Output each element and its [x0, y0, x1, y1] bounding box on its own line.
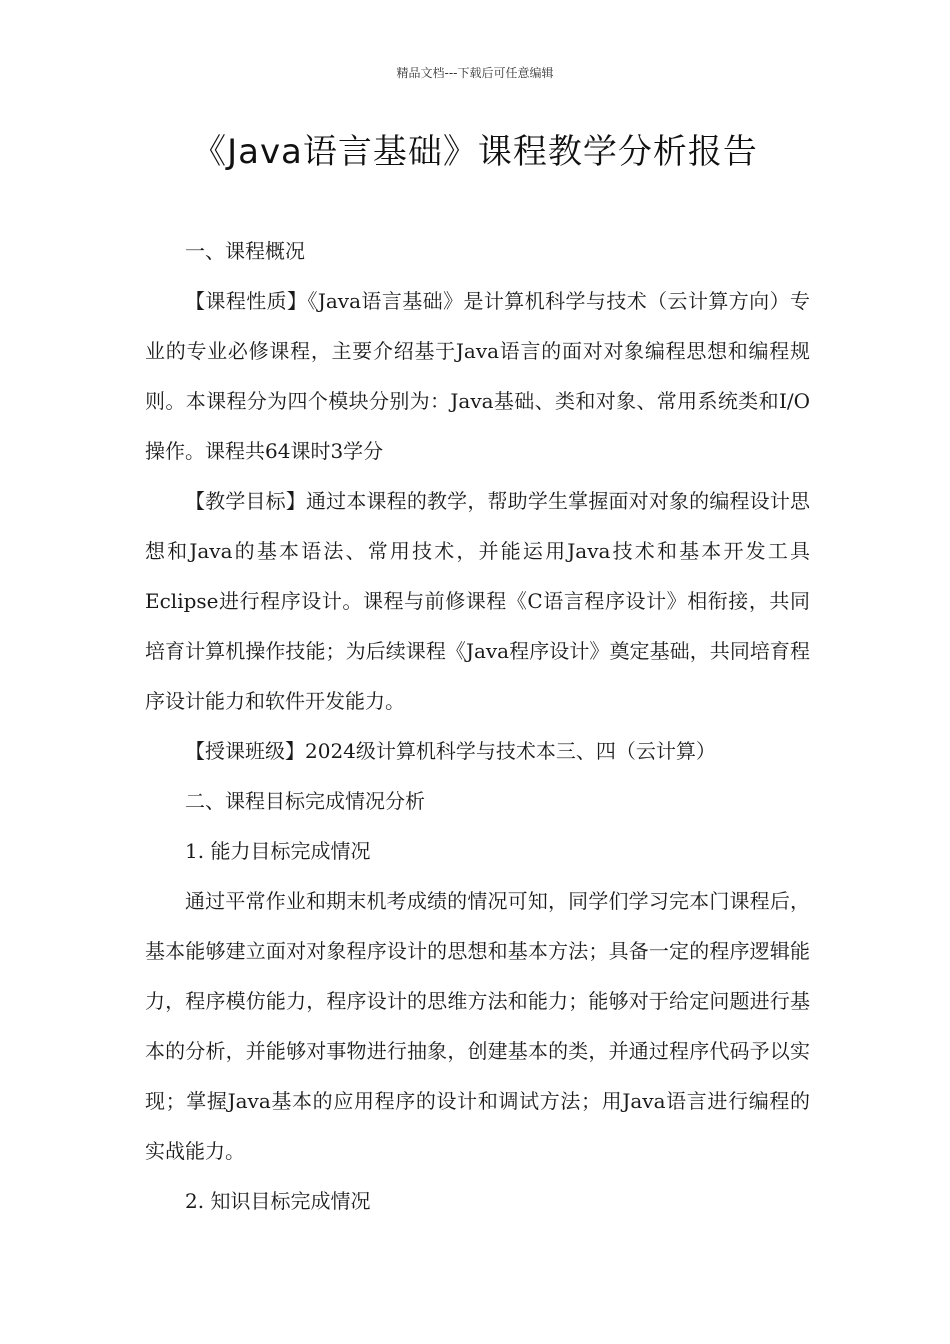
- page-header: 精品文档---下载后可任意编辑: [396, 66, 554, 80]
- paragraph-course-nature: 【课程性质】《Java语言基础》是计算机科学与技术（云计算方向）专业的专业必修课程，主要介绍基于Java语言的面对对象编程思想和编程规则。本课程分为四个模块分别为：Java基础、类和对象、常用系统类和I/O操作。课程共64课时3学分: [145, 289, 810, 463]
- section-heading-course-overview: 一、课程概况: [185, 239, 305, 263]
- section-heading-objective-analysis: 二、课程目标完成情况分析: [185, 789, 425, 813]
- paragraph-teaching-objectives: 【教学目标】通过本课程的教学，帮助学生掌握面对对象的编程设计思想和Java的基本语法、常用技术，并能运用Java技术和基本开发工具Eclipse进行程序设计。课程与前修课程《C语言程序设计》相衔接，共同培育计算机操作技能；为后续课程《Java程序设计》奠定基础，共同培育程序设计能力和软件开发能力。: [145, 489, 810, 713]
- paragraph-teaching-classes: 【授课班级】2024级计算机科学与技术本三、四（云计算）: [185, 739, 716, 763]
- document-body: [145, 226, 810, 1226]
- subheading-ability-objectives: 1. 能力目标完成情况: [185, 839, 371, 863]
- subheading-knowledge-objectives: 2. 知识目标完成情况: [185, 1189, 371, 1213]
- document-title: 《Java语言基础》课程教学分析报告: [192, 132, 758, 172]
- paragraph-ability-analysis: 通过平常作业和期末机考成绩的情况可知，同学们学习完本门课程后，基本能够建立面对对象程序设计的思想和基本方法；具备一定的程序逻辑能力，程序模仿能力，程序设计的思维方法和能力；能够对于给定问题进行基本的分析，并能够对事物进行抽象，创建基本的类，并通过程序代码予以实现；掌握Java基本的应用程序的设计和调试方法；用Java语言进行编程的实战能力。: [145, 889, 810, 1163]
